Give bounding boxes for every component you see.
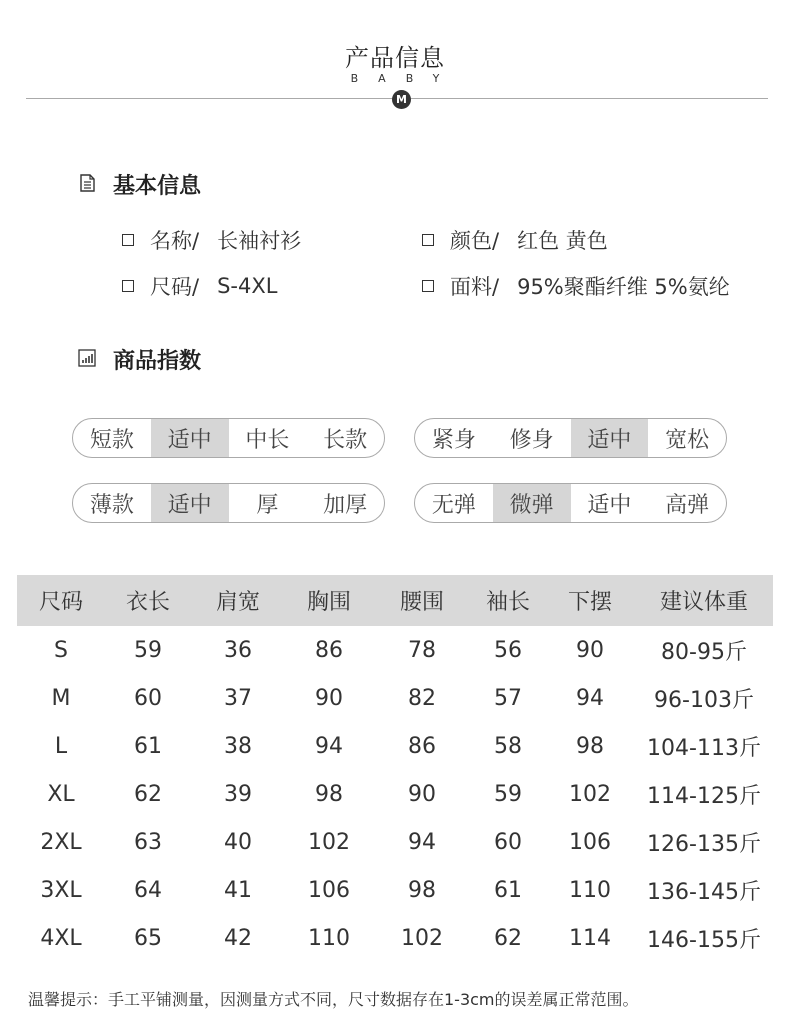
table-cell: 98	[408, 877, 436, 903]
scale-option: 无弹	[431, 492, 476, 518]
table-cell: 37	[224, 685, 252, 711]
info-size	[122, 271, 277, 301]
table-cell: 106	[308, 877, 350, 903]
info-key: 尺码/	[150, 275, 200, 299]
table-cell: 39	[224, 781, 252, 807]
table-row	[17, 914, 773, 962]
table-cell: 90	[408, 781, 436, 807]
scale-option: 长款	[323, 427, 368, 453]
table-body	[17, 626, 773, 962]
column-header: 衣长	[125, 590, 170, 615]
column-header: 下摆	[567, 590, 612, 615]
scale-option: 高弹	[665, 492, 710, 518]
table-cell: 98	[315, 781, 343, 807]
table-cell: 106	[569, 829, 611, 855]
scale-option: 厚	[256, 492, 279, 518]
measurement-note: 温馨提示：手工平铺测量，因测量方式不同，尺寸数据存在1-3cm的误差属正常范围。	[28, 990, 639, 1009]
table-cell: 60	[494, 829, 522, 855]
table-cell: L	[54, 733, 68, 759]
table-cell: 36	[224, 637, 252, 663]
table-cell: 82	[408, 685, 436, 711]
table-cell: 102	[401, 925, 443, 951]
table-cell: 41	[224, 877, 252, 903]
column-header: 建议体重	[659, 590, 748, 615]
thickness-scale	[72, 483, 385, 523]
scale-option: 加厚	[323, 492, 368, 518]
bar-chart-icon	[78, 349, 96, 371]
table-cell: 110	[569, 877, 611, 903]
info-name	[122, 225, 301, 255]
table-row	[17, 818, 773, 866]
table-cell: 38	[224, 733, 252, 759]
scale-option-selected: 适中	[151, 484, 229, 522]
table-cell: 102	[569, 781, 611, 807]
column-header: 尺码	[38, 590, 83, 615]
table-cell: 60	[134, 685, 162, 711]
table-cell: 2XL	[40, 829, 82, 855]
info-value: 长袖衬衫	[217, 229, 302, 253]
scale-option-selected: 适中	[571, 419, 649, 457]
fit-scale	[414, 418, 727, 458]
column-header: 肩宽	[215, 590, 260, 615]
table-cell: 114	[569, 925, 611, 951]
table-cell: 94	[315, 733, 343, 759]
table-cell: 98	[576, 733, 604, 759]
table-row	[17, 626, 773, 674]
table-header-row	[17, 575, 773, 626]
info-fabric	[422, 271, 730, 301]
info-value: 95%聚酯纤维 5%氨纶	[517, 275, 730, 299]
table-cell: 57	[494, 685, 522, 711]
table-cell: 3XL	[40, 877, 82, 903]
table-cell: 80-95斤	[661, 639, 747, 665]
scale-option: 中长	[245, 427, 290, 453]
table-cell: 62	[494, 925, 522, 951]
info-key: 面料/	[450, 275, 500, 299]
basic-info-heading	[78, 169, 201, 200]
table-cell: 126-135斤	[647, 831, 761, 857]
scale-option: 宽松	[665, 427, 710, 453]
table-cell: 63	[134, 829, 162, 855]
table-cell: M	[51, 685, 71, 711]
table-cell: 86	[315, 637, 343, 663]
table-cell: 94	[408, 829, 436, 855]
checkbox-icon	[122, 234, 134, 246]
m-badge: M	[392, 90, 411, 109]
length-scale	[72, 418, 385, 458]
table-cell: 114-125斤	[647, 783, 761, 809]
table-row	[17, 722, 773, 770]
document-icon	[78, 174, 96, 196]
table-cell: 136-145斤	[647, 879, 761, 905]
table-cell: 59	[134, 637, 162, 663]
scale-option: 修身	[509, 427, 554, 453]
table-cell: 146-155斤	[647, 927, 761, 953]
table-cell: 65	[134, 925, 162, 951]
checkbox-icon	[422, 234, 434, 246]
size-table	[17, 575, 773, 962]
column-header: 胸围	[306, 590, 351, 615]
table-cell: 110	[308, 925, 350, 951]
table-cell: 86	[408, 733, 436, 759]
info-value: S-4XL	[217, 274, 278, 298]
page-subtitle: BABY	[350, 72, 460, 85]
table-cell: XL	[47, 781, 75, 807]
column-header: 腰围	[399, 590, 444, 615]
table-cell: 90	[576, 637, 604, 663]
table-cell: 4XL	[40, 925, 82, 951]
table-cell: 59	[494, 781, 522, 807]
info-color	[422, 225, 608, 255]
table-cell: 42	[224, 925, 252, 951]
table-row	[17, 770, 773, 818]
scale-option: 适中	[587, 492, 632, 518]
table-cell: 61	[494, 877, 522, 903]
table-cell: 62	[134, 781, 162, 807]
product-index-heading	[78, 344, 201, 375]
product-index-title: 商品指数	[113, 349, 202, 374]
table-row	[17, 674, 773, 722]
table-cell: 56	[494, 637, 522, 663]
table-row	[17, 866, 773, 914]
scale-option: 紧身	[431, 427, 476, 453]
table-cell: 40	[224, 829, 252, 855]
basic-info-title: 基本信息	[113, 174, 202, 199]
info-key: 颜色/	[450, 229, 500, 253]
table-cell: 90	[315, 685, 343, 711]
elasticity-scale	[414, 483, 727, 523]
table-cell: 58	[494, 733, 522, 759]
checkbox-icon	[122, 280, 134, 292]
table-cell: 61	[134, 733, 162, 759]
table-cell: 102	[308, 829, 350, 855]
table-cell: S	[54, 637, 68, 663]
scale-option-selected: 微弹	[493, 484, 571, 522]
column-header: 袖长	[485, 590, 530, 615]
scale-option-selected: 适中	[151, 419, 229, 457]
info-value: 红色 黄色	[517, 229, 608, 253]
table-cell: 96-103斤	[654, 687, 754, 713]
page-title: 产品信息	[345, 44, 445, 72]
scale-option: 薄款	[89, 492, 134, 518]
scale-option: 短款	[89, 427, 134, 453]
table-cell: 78	[408, 637, 436, 663]
checkbox-icon	[422, 280, 434, 292]
table-cell: 64	[134, 877, 162, 903]
info-key: 名称/	[150, 229, 200, 253]
table-cell: 94	[576, 685, 604, 711]
table-cell: 104-113斤	[647, 735, 761, 761]
